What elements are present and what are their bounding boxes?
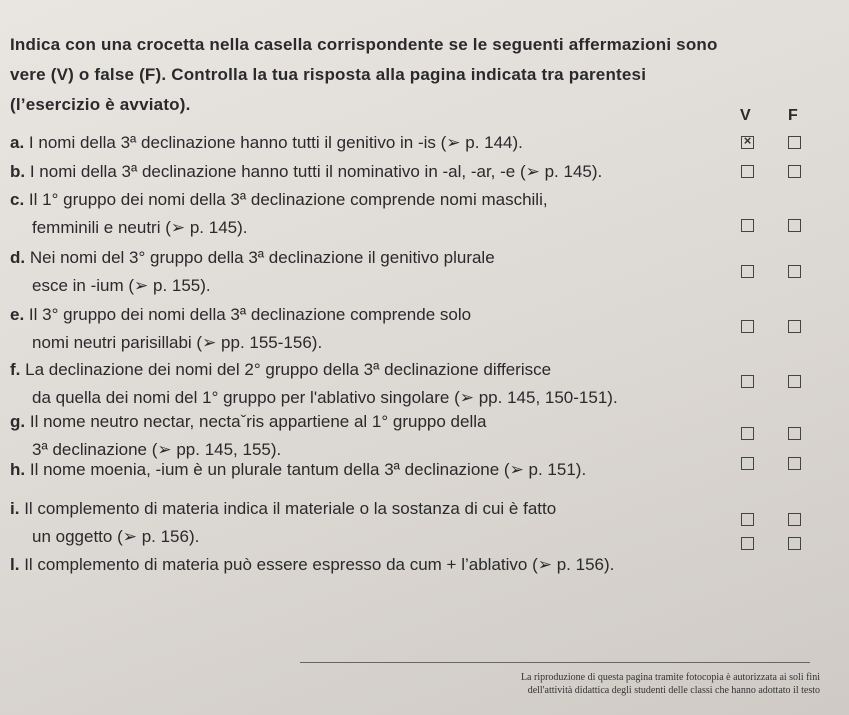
- instructions: [10, 30, 810, 120]
- instructions-line-1: Indica con una crocetta nella casella corrispondente se le seguenti affermazioni sono: [10, 35, 718, 54]
- checkbox-false[interactable]: [788, 537, 801, 550]
- exercise-item-letter: a.: [10, 133, 25, 152]
- checkbox-true[interactable]: [741, 219, 754, 232]
- checkbox-true[interactable]: [741, 320, 754, 333]
- copyright-footer: [490, 671, 820, 697]
- exercise-item-line: [10, 523, 556, 551]
- checkbox-true[interactable]: [741, 136, 754, 149]
- exercise-item-letter: l.: [10, 555, 20, 574]
- exercise-item-text: I nomi della 3ª declinazione hanno tutti il nominativo in -al, -ar, -e (➢ p. 145).: [29, 162, 603, 181]
- checkbox-false[interactable]: [788, 375, 801, 388]
- exercise-item: [10, 129, 523, 157]
- checkbox-true[interactable]: [741, 513, 754, 526]
- column-header-true: V: [740, 107, 751, 124]
- exercise-item-line: [10, 129, 523, 157]
- column-header-false: F: [788, 107, 798, 124]
- exercise-item-text: nomi neutri parisillabi (➢ pp. 155-156).: [32, 333, 323, 352]
- exercise-item-line: [10, 551, 614, 579]
- exercise-item-line: [10, 495, 556, 523]
- checkbox-false[interactable]: [788, 457, 801, 470]
- exercise-item-text: da quella dei nomi del 1° gruppo per l'ablativo singolare (➢ pp. 145, 150-151).: [32, 388, 618, 407]
- exercise-item-text: I nomi della 3ª declinazione hanno tutti il genitivo in -is (➢ p. 144).: [28, 133, 523, 152]
- exercise-item: [10, 456, 586, 484]
- footer-divider: [300, 662, 810, 663]
- exercise-item-line: [10, 244, 495, 272]
- exercise-item-letter: f.: [10, 360, 21, 379]
- exercise-item-line: [10, 186, 548, 214]
- instructions-line-3: (l’esercizio è avviato).: [10, 95, 191, 114]
- exercise-item-text: femminili e neutri (➢ p. 145).: [32, 218, 248, 237]
- exercise-item-line: [10, 456, 586, 484]
- exercise-item-text: Il complemento di materia può essere espresso da cum + l’ablativo (➢ p. 156).: [24, 555, 615, 574]
- exercise-item-text: 3ª declinazione (➢ pp. 145, 155).: [32, 440, 282, 459]
- exercise-item: [10, 244, 495, 300]
- exercise-item-line: [10, 272, 495, 300]
- checkbox-true[interactable]: [741, 265, 754, 278]
- exercise-item-text: esce in -ium (➢ p. 155).: [32, 276, 211, 295]
- checkbox-true[interactable]: [741, 457, 754, 470]
- checkbox-false[interactable]: [788, 219, 801, 232]
- exercise-item: [10, 301, 471, 357]
- exercise-item-line: [10, 329, 471, 357]
- checkbox-true[interactable]: [741, 427, 754, 440]
- exercise-item-letter: e.: [10, 305, 25, 324]
- checkbox-false[interactable]: [788, 427, 801, 440]
- exercise-item-letter: d.: [10, 248, 26, 267]
- exercise-item-text: Il 3° gruppo dei nomi della 3ª declinazione comprende solo: [28, 305, 472, 324]
- exercise-item-text: Il complemento di materia indica il materiale o la sostanza di cui è fatto: [24, 499, 557, 518]
- exercise-item: [10, 356, 618, 412]
- exercise-item: [10, 551, 614, 579]
- exercise-item-letter: h.: [10, 460, 26, 479]
- exercise-item-letter: b.: [10, 162, 26, 181]
- exercise-item-line: [10, 408, 486, 436]
- exercise-item-letter: g.: [10, 412, 26, 431]
- exercise-item-letter: i.: [10, 499, 20, 518]
- exercise-item-line: [10, 301, 471, 329]
- instructions-line-2: vere (V) o false (F). Controlla la tua risposta alla pagina indicata tra parentesi: [10, 65, 647, 84]
- checkbox-true[interactable]: [741, 165, 754, 178]
- exercise-item-text: Nei nomi del 3° gruppo della 3ª declinazione il genitivo plurale: [29, 248, 495, 267]
- checkbox-false[interactable]: [788, 265, 801, 278]
- checkbox-true[interactable]: [741, 537, 754, 550]
- checkbox-false[interactable]: [788, 165, 801, 178]
- exercise-item-text: un oggetto (➢ p. 156).: [32, 527, 200, 546]
- exercise-item-line: [10, 356, 618, 384]
- checkbox-false[interactable]: [788, 513, 801, 526]
- exercise-item-line: [10, 214, 548, 242]
- exercise-item-text: Il nome moenia, -ium è un plurale tantum della 3ª declinazione (➢ p. 151).: [29, 460, 587, 479]
- exercise-item-text: La declinazione dei nomi del 2° gruppo della 3ª declinazione differisce: [25, 360, 552, 379]
- footer-line-1: La riproduzione di questa pagina tramite fotocopia è autorizzata ai soli fini: [520, 672, 820, 683]
- checkbox-false[interactable]: [788, 136, 801, 149]
- exercise-item: [10, 495, 556, 551]
- exercise-item: [10, 186, 548, 242]
- checkbox-false[interactable]: [788, 320, 801, 333]
- exercise-item-text: Il nome neutro nectar, nectaˇris appartiene al 1° gruppo della: [29, 412, 487, 431]
- footer-line-2: dell'attività didattica degli studenti delle classi che hanno adottato il testo: [527, 685, 820, 696]
- checkbox-true[interactable]: [741, 375, 754, 388]
- exercise-item: [10, 158, 602, 186]
- exercise-item-text: Il 1° gruppo dei nomi della 3ª declinazione comprende nomi maschili,: [28, 190, 548, 209]
- exercise-item-letter: c.: [10, 190, 25, 209]
- exercise-item-line: [10, 158, 602, 186]
